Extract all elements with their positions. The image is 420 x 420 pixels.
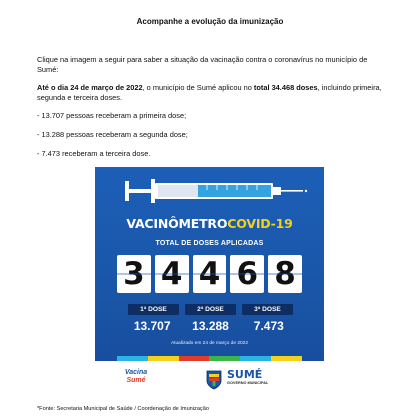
vacina-logo-line1: Vacina xyxy=(124,369,148,376)
summary-paragraph xyxy=(37,83,383,102)
dose-value-second: 13.288 xyxy=(192,319,229,333)
counter-digit: 4 xyxy=(155,255,189,293)
updated-date: Atualizado em 24 de março de 2022 xyxy=(170,341,249,346)
counter-digit: 4 xyxy=(193,255,227,293)
bullet-second-dose: - 13.288 pessoas receberam a segunda dose; xyxy=(37,130,188,139)
sume-logo-name: SUMÉ xyxy=(227,368,263,381)
counter-digit: 6 xyxy=(230,255,264,293)
total-doses-label: TOTAL DE DOSES APLICADAS xyxy=(155,240,264,247)
syringe-icon xyxy=(95,167,324,215)
dose-values xyxy=(125,319,296,333)
sume-government-logo xyxy=(227,369,299,386)
counter-digit: 8 xyxy=(268,255,302,293)
vacinometro-title-part1: VACINÔMETRO xyxy=(126,216,228,231)
bullet-third-dose: - 7.473 receberam a terceira dose. xyxy=(37,149,151,158)
municipal-crest-icon xyxy=(206,370,222,390)
vacina-sume-logo xyxy=(118,369,154,385)
sume-logo-subtitle: GOVERNO MUNICIPAL xyxy=(227,381,269,385)
logos-bar xyxy=(95,361,324,402)
bullet-first-dose: - 13.707 pessoas receberam a primeira dose; xyxy=(37,111,187,120)
page-title: Acompanhe a evolução da imunização xyxy=(136,17,284,26)
dose-value-first: 13.707 xyxy=(133,319,171,333)
vacinometro-title-part2: COVID-19 xyxy=(227,216,293,231)
source-note: *Fonte: Secretaria Municipal de Saúde / Coordenação de Imunização xyxy=(37,406,209,412)
vacinometro-image[interactable] xyxy=(95,167,324,402)
summary-middle: , o município de Sumé aplicou no xyxy=(142,83,254,92)
dose-labels xyxy=(128,304,293,315)
summary-total: total 34.468 doses xyxy=(253,83,318,92)
dose-label-first: 1ª DOSE xyxy=(128,304,179,315)
vacinometro-title xyxy=(95,216,324,231)
summary-end: , incluindo primeira, segunda e terceira doses. xyxy=(37,83,382,102)
total-doses-counter xyxy=(117,255,302,293)
vacina-logo-line2: Sumé xyxy=(126,377,146,384)
dose-label-second: 2ª DOSE xyxy=(185,304,236,315)
summary-date: Até o dia 24 de março de 2022 xyxy=(37,83,143,92)
intro-paragraph: Clique na imagem a seguir para saber a situação da vacinação contra o coronavírus no município de Sumé: xyxy=(37,55,368,74)
dose-label-third: 3ª DOSE xyxy=(242,304,293,315)
counter-digit: 3 xyxy=(117,255,151,293)
dose-value-third: 7.473 xyxy=(253,319,284,333)
